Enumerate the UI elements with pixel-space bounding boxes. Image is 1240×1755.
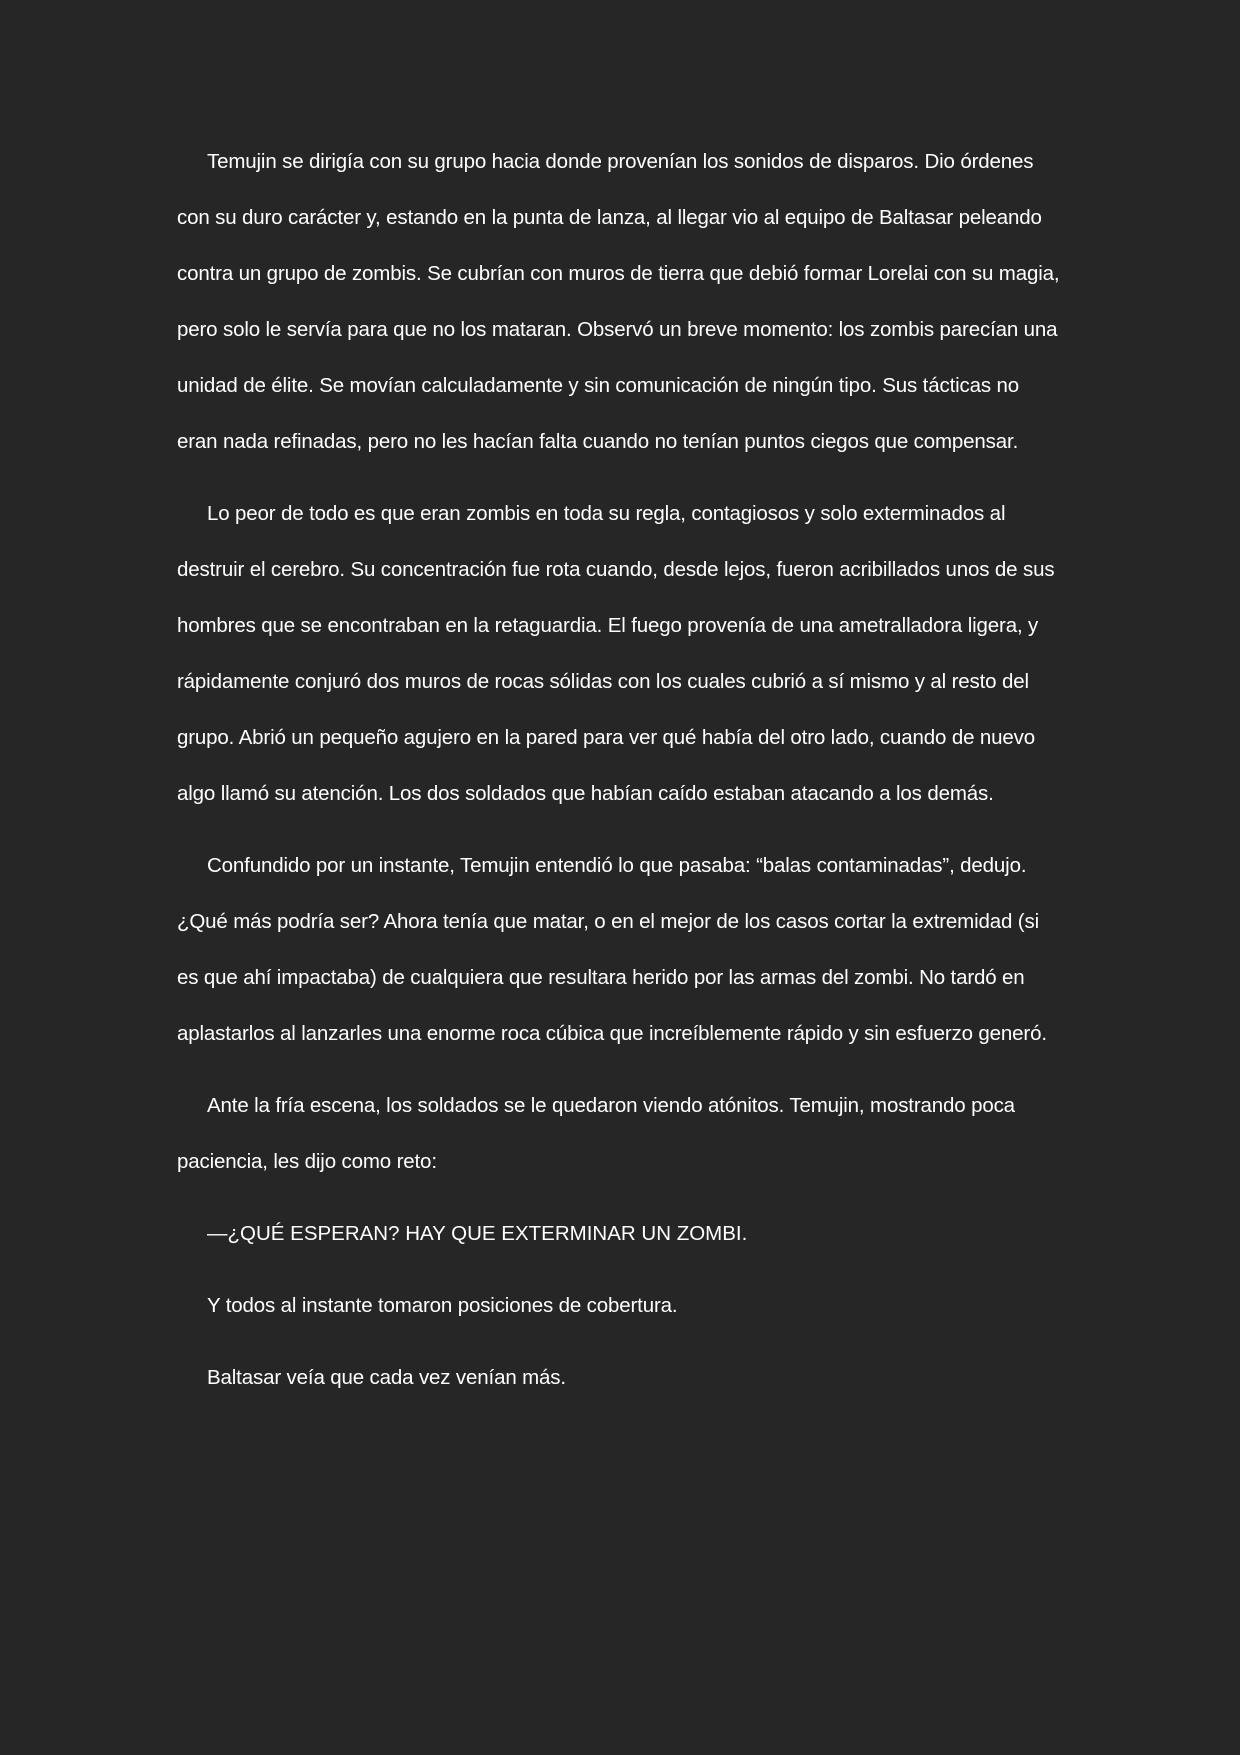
paragraph-6: Y todos al instante tomaron posiciones de cobertura. bbox=[207, 1294, 678, 1317]
paragraph-7: Baltasar veía que cada vez venían más. bbox=[207, 1366, 566, 1389]
paragraph-3: Confundido por un instante, Temujin entendió lo que pasaba: “balas contaminadas”, dedujo. ¿Qué más podría ser? Ahora tenía que matar, o en el mejor de los casos cortar la extremidad (si es que ahí impactaba) de cualquiera que resultara herido por las armas del zombi. No tardó en aplastarlos al lanzarles una enorme roca cúbica que increíblemente rápido y sin esfuerzo generó. bbox=[177, 854, 1047, 1045]
paragraph-dialogue: —¿QUÉ ESPERAN? HAY QUE EXTERMINAR UN ZOMBI. bbox=[207, 1222, 748, 1245]
paragraph-4: Ante la fría escena, los soldados se le quedaron viendo atónitos. Temujin, mostrando poca paciencia, les dijo como reto: bbox=[177, 1094, 1015, 1173]
document-body bbox=[177, 134, 1063, 1422]
paragraph-1: Temujin se dirigía con su grupo hacia donde provenían los sonidos de disparos. Dio órdenes con su duro carácter y, estando en la punta de lanza, al llegar vio al equipo de Baltasar peleando contra un grupo de zombis. Se cubrían con muros de tierra que debió formar Lorelai con su magia, pero solo le servía para que no los mataran. Observó un breve momento: los zombis parecían una unidad de élite. Se movían calculadamente y sin comunicación de ningún tipo. Sus tácticas no eran nada refinadas, pero no les hacían falta cuando no tenían puntos ciegos que compensar. bbox=[177, 150, 1060, 453]
paragraph-2: Lo peor de todo es que eran zombis en toda su regla, contagiosos y solo exterminados al destruir el cerebro. Su concentración fue rota cuando, desde lejos, fueron acribillados unos de sus hombres que se encontraban en la retaguardia. El fuego provenía de una ametralladora ligera, y rápidamente conjuró dos muros de rocas sólidas con los cuales cubrió a sí mismo y al resto del grupo. Abrió un pequeño agujero en la pared para ver qué había del otro lado, cuando de nuevo algo llamó su atención. Los dos soldados que habían caído estaban atacando a los demás. bbox=[177, 502, 1055, 805]
